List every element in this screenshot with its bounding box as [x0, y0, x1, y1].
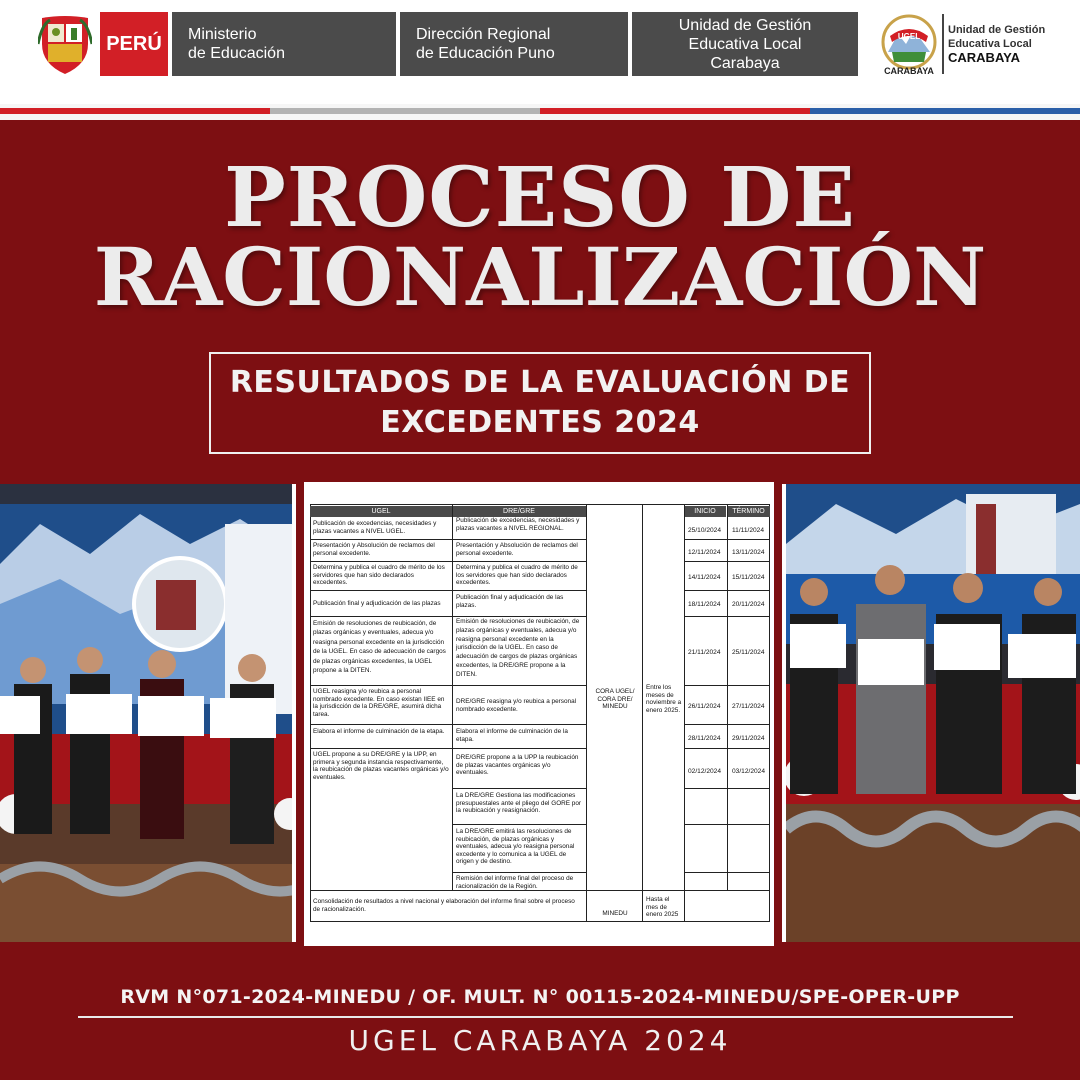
col-header-ugel: UGEL	[310, 506, 452, 517]
dre-row-6: DRE/GRE reasigna y/o reubica a personal nombrado excedente.	[456, 698, 577, 713]
termino-date-1: 11/11/2024	[732, 527, 765, 534]
subtitle-line-2: EXCEDENTES 2024	[380, 405, 700, 440]
ugel-row-7: Elabora el informe de culminación de la etapa.	[313, 728, 445, 735]
inicio-date-2: 12/11/2024	[688, 549, 721, 556]
direccion-line-1: Dirección Regional	[416, 26, 551, 43]
unidad-line-1: Unidad de Gestión	[678, 16, 812, 34]
inicio-date-3: 14/11/2024	[688, 574, 721, 581]
ministerio-label	[172, 12, 396, 76]
ugel-row-8: UGEL propone a su DRE/GRE y la UPP, en primera y segunda instancia respectivamente, la reubicación de plazas vacantes orgánicas y/o eventuales.	[313, 751, 449, 781]
main-title-line-1: PROCESO DE	[224, 150, 856, 246]
inicio-date-1: 25/10/2024	[688, 527, 722, 534]
termino-date-6: 27/11/2024	[732, 703, 765, 710]
inicio-date-4: 18/11/2024	[688, 601, 721, 608]
unidad-line-2: Educativa Local	[688, 35, 802, 53]
dre-row-1: Publicación de excedencias, necesidades y plazas vacantes a NIVEL REGIONAL.	[456, 517, 580, 532]
main-title-line-2: RACIONALIZACIÓN	[93, 230, 987, 324]
unidad-gestion-label	[632, 12, 858, 76]
ugel-row-6: UGEL reasigna y/o reubica a personal nombrado excedente. En caso existan IIEE en la jurisdicción de la DRE/GRE, asumirá dicha tarea.	[313, 688, 445, 718]
logo-banner-text: UGEL	[897, 32, 921, 41]
col-header-termino: TÉRMINO	[727, 506, 770, 517]
ugel-row-1: Publicación de excedencias, necesidades y plazas vacantes a NIVEL UGEL.	[313, 520, 437, 535]
subtitle-line-1: RESULTADOS DE LA EVALUACIÓN DE	[229, 365, 851, 400]
dre-row-3: Determina y publica el cuadro de mérito de los servidores que han sido declarados excedentes.	[456, 564, 578, 587]
unidad-line-3: Carabaya	[710, 54, 780, 72]
peru-label: PERÚ	[100, 12, 168, 76]
logo-caption: CARABAYA	[884, 66, 934, 76]
col-header-inicio: INICIO	[684, 506, 726, 517]
plazo-cell: Entre los meses de noviembre a enero 2025.	[646, 684, 682, 714]
final-responsable-cell: MINEDU	[602, 910, 628, 917]
final-row: Consolidación de resultados a nivel nacional y elaboración del informe final sobre el proceso de racionalización.	[313, 898, 575, 913]
dre-row-4: Publicación final y adjudicación de las plazas.	[456, 594, 564, 609]
ugel-row-3: Determina y publica el cuadro de mérito de los servidores que han sido declarados excedentes.	[313, 564, 445, 587]
ugel-row-4: Publicación final y adjudicación de las plazas	[313, 600, 441, 607]
ceremony-photo-left	[0, 484, 296, 942]
inicio-date-6: 26/11/2024	[688, 703, 721, 710]
footer-divider	[78, 1016, 1013, 1018]
footer-ugel-year: UGEL CARABAYA 2024	[348, 1024, 732, 1057]
ugel-carabaya-label	[948, 23, 1045, 65]
header-bar	[0, 0, 1080, 108]
ugel-row-5: Emisión de resoluciones de reubicación, de plazas orgánicas y eventuales, adecua y/o reasigna personal excedente en la jurisdicción de la UGEL. En caso de adecuación de cargos de plazas orgánicas excedentes, la UGEL propone a la DITEN.	[313, 620, 446, 675]
dre-row-2: Presentación y Absolución de reclamos del personal excedente.	[456, 542, 578, 557]
termino-date-3: 15/11/2024	[732, 574, 765, 581]
ceremony-photo-right	[782, 484, 1080, 942]
ministerio-line-1: Ministerio	[188, 26, 257, 43]
ugel-text-line-3: CARABAYA	[948, 50, 1021, 65]
ugel-text-line-2: Educativa Local	[948, 38, 1032, 50]
termino-date-5: 25/11/2024	[732, 649, 765, 656]
legal-reference: RVM N°071-2024-MINEDU / OF. MULT. N° 00115-2024-MINEDU/SPE-OPER-UPP	[120, 986, 960, 1008]
dre-row-8: DRE/GRE propone a la UPP la reubicación de plazas vacantes orgánicas y/o eventuales.	[456, 754, 579, 777]
schedule-document	[304, 482, 774, 946]
col-header-dre: DRE/GRE	[452, 506, 586, 517]
ugel-row-2: Presentación y Absolución de reclamos del personal excedente.	[313, 542, 435, 557]
direccion-line-2: de Educación Puno	[416, 45, 555, 62]
ugel-text-line-1: Unidad de Gestión	[948, 24, 1046, 36]
subtitle-box	[209, 352, 871, 454]
final-plazo-cell: Hasta el mes de enero 2025	[646, 896, 679, 919]
dre-row-7: Elabora el informe de culminación de la etapa.	[456, 728, 568, 743]
responsable-cell: CORA UGEL/ CORA DRE/ MINEDU	[595, 688, 635, 711]
termino-date-2: 13/11/2024	[732, 549, 765, 556]
ministerio-line-2: de Educación	[188, 45, 285, 62]
dre-row-11: Remisión del informe final del proceso de racionalización de la Región.	[456, 875, 574, 890]
termino-date-7: 29/11/2024	[732, 735, 765, 742]
inicio-date-5: 21/11/2024	[688, 649, 721, 656]
logo-divider	[942, 14, 944, 74]
dre-row-10: La DRE/GRE emitirá las resoluciones de reubicación, de plazas orgánicas y eventuales, adecua y/o reasigna personal excedente y lo comunica a la UGEL de origen y de destino.	[456, 828, 575, 866]
inicio-date-7: 28/11/2024	[688, 735, 721, 742]
peru-coat-of-arms-icon	[38, 14, 92, 76]
termino-date-8: 03/12/2024	[732, 768, 766, 775]
dre-row-9: La DRE/GRE Gestiona las modificaciones presupuestales ante el pliego del GORE por la reubicación y reasignación.	[456, 792, 582, 815]
direccion-regional-label	[400, 12, 628, 76]
termino-date-4: 20/11/2024	[732, 601, 765, 608]
inicio-date-8: 02/12/2024	[688, 768, 722, 775]
header-accent-strip	[0, 104, 1080, 120]
dre-row-5: Emisión de resoluciones de reubicación, de plazas orgánicas y eventuales, adecua y/o reasigna personal excedente en la jurisdicción de la UGEL. En caso de adecuación de cargos de plazas orgánicas excedentes, la DRE/GRE propone a la DITEN.	[456, 618, 580, 678]
